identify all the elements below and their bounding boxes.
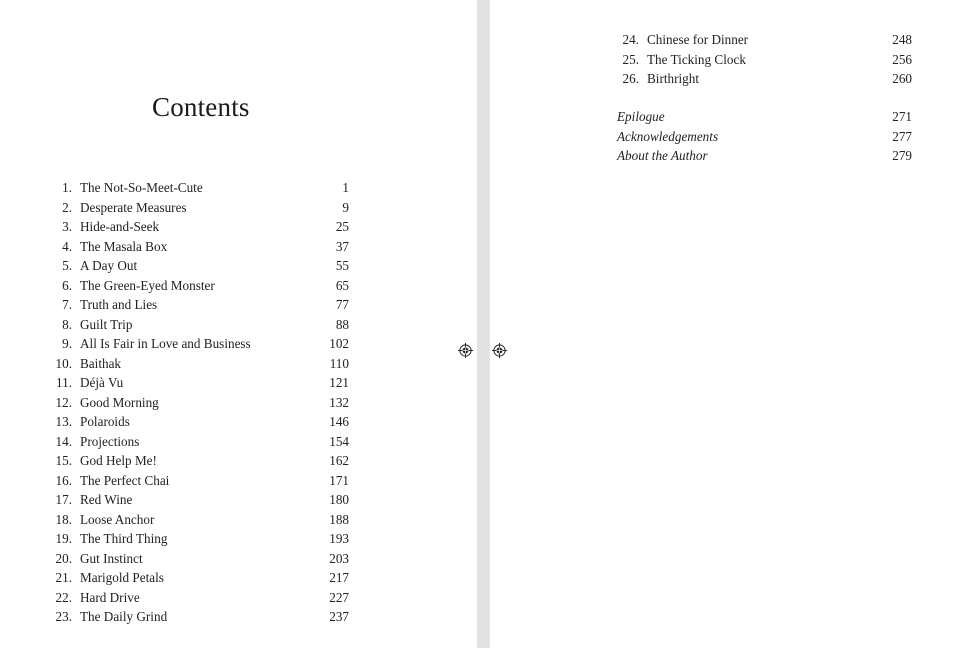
chapter-title: Red Wine bbox=[80, 492, 133, 507]
page-number: 237 bbox=[329, 609, 349, 624]
toc-entry bbox=[50, 393, 349, 413]
chapter-number: 21. bbox=[55, 570, 72, 585]
toc-entry bbox=[50, 510, 349, 530]
chapter-title: God Help Me! bbox=[80, 453, 157, 468]
chapter-title: A Day Out bbox=[80, 258, 138, 273]
page-number: 227 bbox=[329, 589, 349, 605]
page-number: 110 bbox=[329, 355, 349, 371]
toc-entry bbox=[50, 178, 349, 198]
back-matter-entry bbox=[617, 107, 912, 127]
toc-entry bbox=[617, 30, 912, 50]
page-number: 217 bbox=[329, 570, 349, 585]
chapter-number: 5. bbox=[62, 258, 72, 273]
toc-entry bbox=[50, 354, 349, 374]
chapter-number: 13. bbox=[55, 414, 72, 429]
page-number: 171 bbox=[329, 472, 349, 488]
chapter-title: All Is Fair in Love and Business bbox=[80, 336, 251, 351]
chapter-title: The Daily Grind bbox=[80, 609, 168, 624]
chapter-number: 1. bbox=[62, 180, 72, 195]
chapter-number: 25. bbox=[622, 51, 639, 67]
page-number: 180 bbox=[329, 492, 349, 507]
page-number: 154 bbox=[329, 433, 349, 449]
page-number: 9 bbox=[342, 199, 349, 215]
chapter-number: 3. bbox=[62, 219, 72, 234]
back-matter-entry bbox=[617, 146, 912, 166]
back-matter-title: Epilogue bbox=[617, 109, 665, 124]
chapter-title: The Masala Box bbox=[80, 238, 168, 254]
back-matter-entry bbox=[617, 127, 912, 147]
chapter-title: Projections bbox=[80, 433, 140, 449]
back-matter-title: Acknowledgements bbox=[617, 128, 719, 144]
toc-entry bbox=[50, 607, 349, 627]
chapter-title: Gut Instinct bbox=[80, 550, 143, 566]
toc-entry bbox=[50, 315, 349, 335]
chapter-title: Chinese for Dinner bbox=[647, 32, 749, 47]
page-number: 37 bbox=[335, 238, 349, 254]
chapter-number: 4. bbox=[62, 238, 72, 254]
chapter-title: Desperate Measures bbox=[80, 199, 187, 215]
chapter-title: The Perfect Chai bbox=[80, 472, 170, 488]
toc-entry bbox=[50, 256, 349, 276]
chapter-number: 14. bbox=[55, 433, 72, 449]
chapter-number: 19. bbox=[55, 531, 72, 546]
page-number: 146 bbox=[329, 414, 349, 429]
page-number: 132 bbox=[329, 394, 349, 410]
page-number: 25 bbox=[335, 219, 349, 234]
toc-entry bbox=[50, 529, 349, 549]
chapter-title: Birthright bbox=[647, 71, 700, 86]
chapter-title: Truth and Lies bbox=[80, 297, 158, 312]
page-number: 102 bbox=[329, 336, 349, 351]
toc-entry bbox=[50, 412, 349, 432]
chapter-number: 20. bbox=[55, 550, 72, 566]
page-number: 256 bbox=[892, 51, 912, 67]
toc-entry bbox=[50, 373, 349, 393]
chapter-number: 18. bbox=[55, 511, 72, 527]
chapter-title: Hard Drive bbox=[80, 589, 140, 605]
toc-entry bbox=[50, 568, 349, 588]
page-number: 65 bbox=[335, 277, 349, 293]
toc-list-right bbox=[617, 30, 912, 89]
toc-entry bbox=[50, 549, 349, 569]
page-number: 1 bbox=[342, 180, 349, 195]
page-number: 88 bbox=[335, 316, 349, 332]
toc-list-left bbox=[50, 178, 349, 627]
page-number: 188 bbox=[329, 511, 349, 527]
page-number: 279 bbox=[892, 148, 912, 163]
toc-entry bbox=[617, 50, 912, 70]
toc-entry bbox=[50, 432, 349, 452]
chapter-number: 15. bbox=[55, 453, 72, 468]
toc-entry bbox=[50, 276, 349, 296]
chapter-number: 2. bbox=[62, 199, 72, 215]
chapter-title: The Ticking Clock bbox=[647, 51, 746, 67]
chapter-number: 17. bbox=[55, 492, 72, 507]
crosshair-target-icon bbox=[492, 343, 507, 358]
chapter-number: 10. bbox=[55, 355, 72, 371]
chapter-number: 22. bbox=[55, 589, 72, 605]
chapter-title: Polaroids bbox=[80, 414, 130, 429]
toc-entry bbox=[50, 334, 349, 354]
left-page bbox=[0, 0, 477, 648]
page-number: 77 bbox=[335, 297, 349, 312]
chapter-number: 24. bbox=[622, 32, 639, 47]
back-matter-title: About the Author bbox=[617, 148, 708, 163]
page-number: 162 bbox=[329, 453, 349, 468]
chapter-number: 6. bbox=[62, 277, 72, 293]
chapter-title: Loose Anchor bbox=[80, 511, 155, 527]
chapter-title: Baithak bbox=[80, 355, 122, 371]
chapter-title: The Green-Eyed Monster bbox=[80, 277, 215, 293]
toc-entry bbox=[50, 295, 349, 315]
page-number: 248 bbox=[892, 32, 912, 47]
chapter-number: 26. bbox=[622, 71, 639, 86]
back-matter-list bbox=[617, 107, 912, 166]
page-number: 121 bbox=[329, 375, 349, 390]
chapter-number: 7. bbox=[62, 297, 72, 312]
chapter-title: Good Morning bbox=[80, 394, 159, 410]
chapter-number: 23. bbox=[55, 609, 72, 624]
page-number: 55 bbox=[335, 258, 349, 273]
toc-entry bbox=[50, 198, 349, 218]
chapter-number: 8. bbox=[62, 316, 72, 332]
right-page bbox=[490, 0, 970, 648]
page-number: 193 bbox=[329, 531, 349, 546]
chapter-number: 12. bbox=[55, 394, 72, 410]
toc-entry bbox=[50, 588, 349, 608]
chapter-number: 16. bbox=[55, 472, 72, 488]
toc-entry bbox=[50, 471, 349, 491]
page-gutter bbox=[477, 0, 490, 648]
toc-entry bbox=[50, 217, 349, 237]
toc-entry bbox=[50, 451, 349, 471]
chapter-title: The Not-So-Meet-Cute bbox=[80, 180, 203, 195]
chapter-number: 9. bbox=[62, 336, 72, 351]
chapter-title: Guilt Trip bbox=[80, 316, 133, 332]
page-number: 203 bbox=[329, 550, 349, 566]
page-number: 260 bbox=[892, 71, 912, 86]
chapter-title: The Third Thing bbox=[80, 531, 168, 546]
toc-entry bbox=[617, 69, 912, 89]
chapter-title: Hide-and-Seek bbox=[80, 219, 160, 234]
page-number: 271 bbox=[892, 109, 912, 124]
contents-heading: Contents bbox=[152, 92, 250, 122]
crosshair-target-icon bbox=[458, 343, 473, 358]
toc-entry bbox=[50, 237, 349, 257]
chapter-number: 11. bbox=[56, 375, 72, 390]
chapter-title: Marigold Petals bbox=[80, 570, 164, 585]
toc-entry bbox=[50, 490, 349, 510]
page-number: 277 bbox=[892, 128, 912, 144]
chapter-title: Déjà Vu bbox=[80, 375, 124, 390]
